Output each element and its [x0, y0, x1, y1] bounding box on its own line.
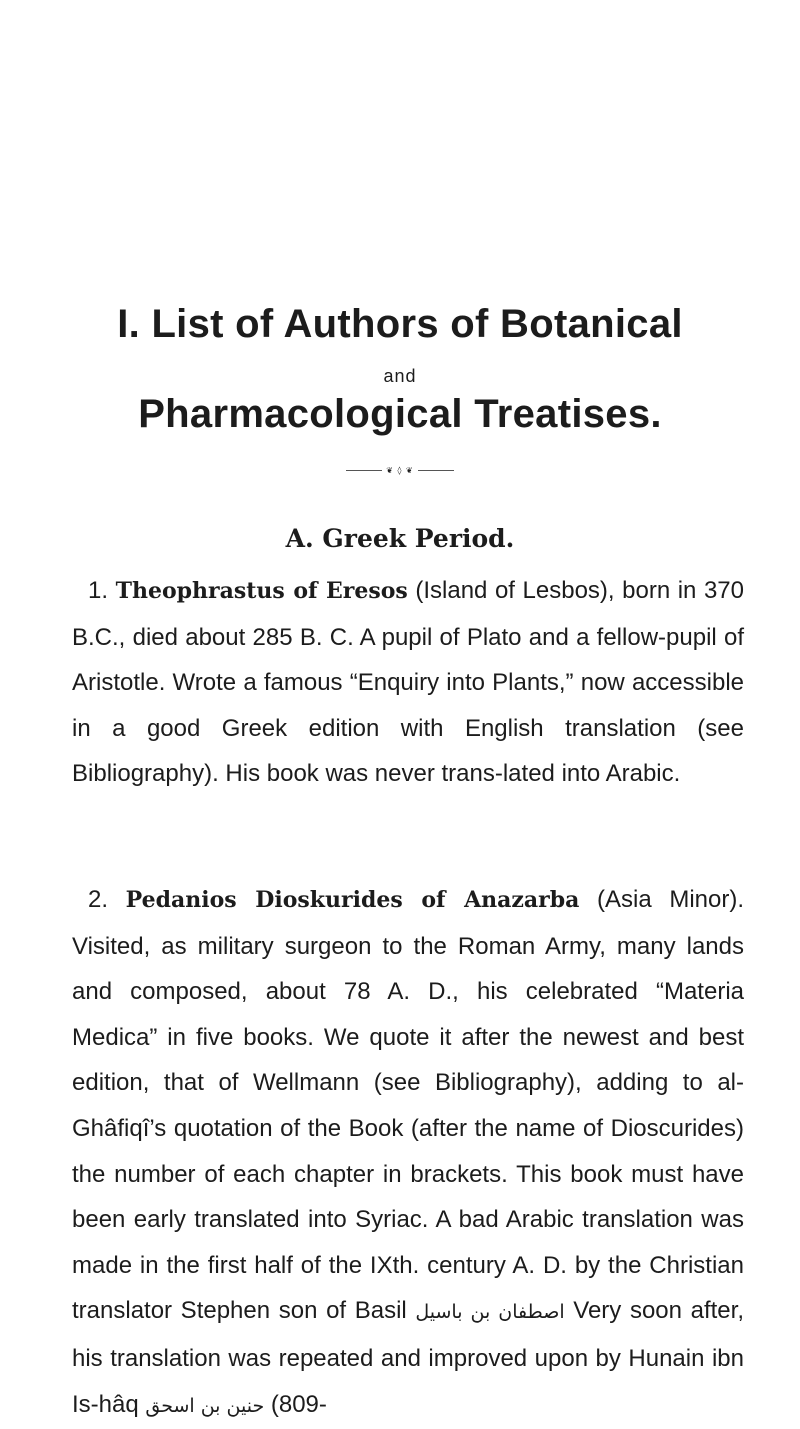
section-heading: A. Greek Period. — [285, 524, 515, 553]
entry-text: (Asia Minor). Visited, as military surgeon to the Roman Army, many lands and composed, about 78 A. D., his celebrated “Materia Medica” in five books. We quote it after the newest and best edition, that of Wellmann (see Bibliography), adding to al-Ghâfiqî’s quotation of the Book (after the name of Dioscurides) the number of each chapter in brackets. This book must have been early translated into Syriac. A bad Arabic translation was made in the first half of the IXth. century A. D. by the Christian translator Stephen son of Basil — [72, 886, 745, 1325]
title-line-2: Pharmacological Treatises. — [138, 392, 662, 436]
arabic-name-stephen: اصطفان بن باسيل — [415, 1301, 565, 1324]
ornament-rule-left — [346, 470, 382, 471]
entry-1-paragraph — [72, 568, 744, 797]
entry-text-continued: Very soon after, his translation was repeated and improved upon by Hunain ibn Is-hâq — [72, 1297, 744, 1418]
entry-2-paragraph — [72, 877, 744, 1429]
divider-ornament — [0, 464, 800, 476]
entry-author: Theophrastus of Eresos — [115, 578, 408, 604]
ornament-rule-right — [418, 470, 454, 471]
title-conjunction: and — [383, 366, 417, 386]
entry-number: 1. — [88, 577, 109, 604]
ornament-icon: ❦ ◊ ❦ — [386, 465, 414, 475]
entry-text-end: (809- — [264, 1390, 327, 1418]
title-line-1: I. List of Authors of Botanical — [117, 302, 683, 346]
entry-author: Pedanios Dioskurides of Anazarba — [125, 887, 580, 913]
entry-text: (Island of Lesbos), born in 370 B.C., died about 285 B. C. A pupil of Plato and a fellow-pupil of Aristotle. Wrote a famous “Enquiry into Plants,” now accessible in a good Greek edition with English translation (see Bibliography). His book was never trans-lated into Arabic. — [72, 577, 745, 788]
entry-number: 2. — [88, 886, 109, 913]
arabic-name-hunain: حنين بن اسحق — [145, 1394, 265, 1417]
